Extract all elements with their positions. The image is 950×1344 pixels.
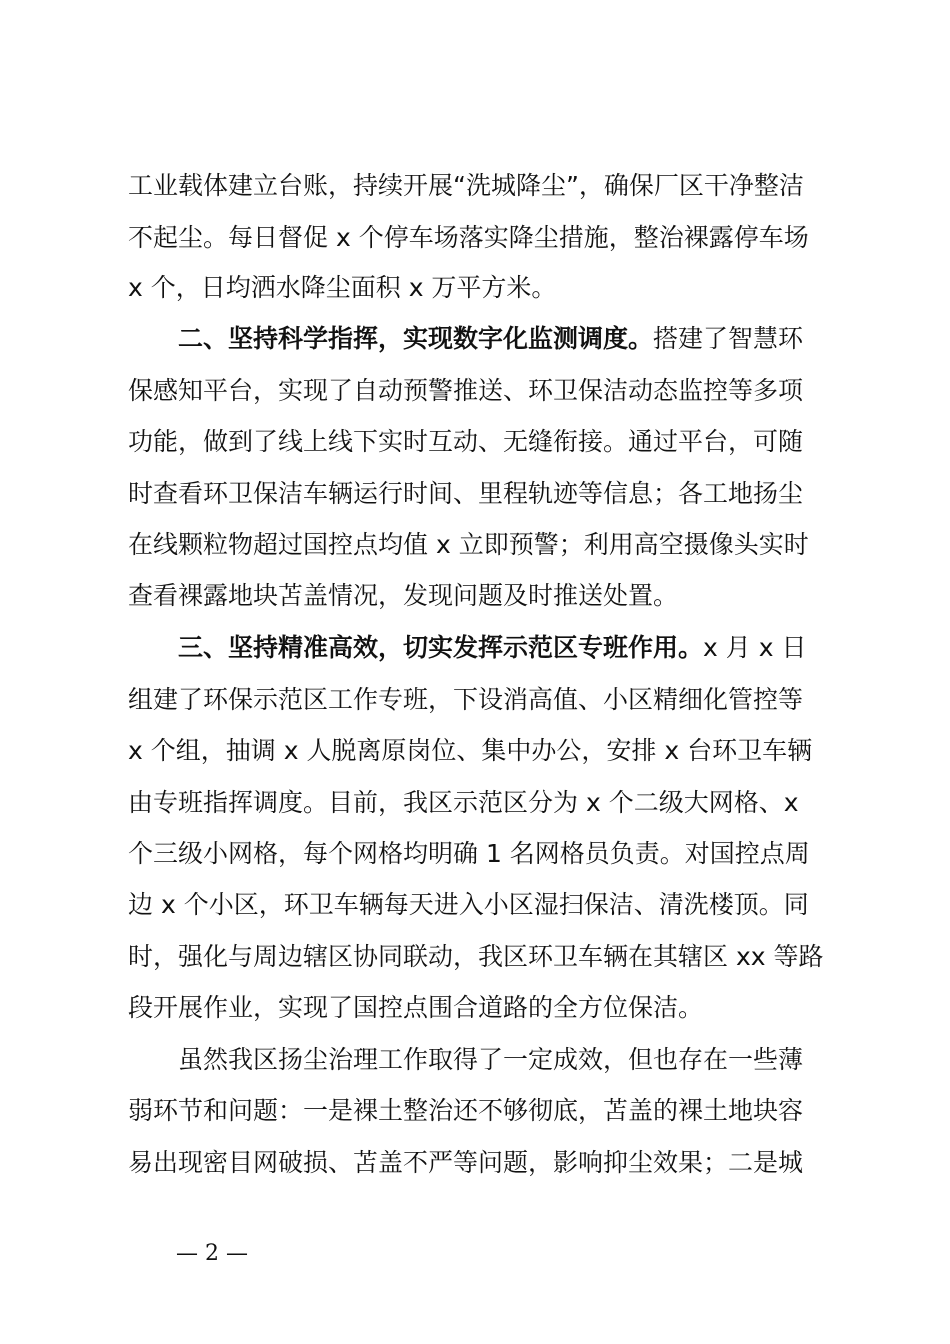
text-line	[128, 323, 848, 355]
text-segment: 易出现密目网破损、苫盖不严等问题，影响抑尘效果；二是城	[128, 1148, 804, 1177]
text-line	[128, 426, 848, 458]
text-segment: 不起尘。每日督促 x 个停车场落实降尘措施，整治裸露停车场	[128, 223, 809, 252]
text-segment: 时查看环卫保洁车辆运行时间、里程轨迹等信息；各工地扬尘	[128, 479, 804, 508]
text-segment: x 个，日均洒水降尘面积 x 万平方米。	[128, 273, 557, 302]
text-segment: 在线颗粒物超过国控点均值 x 立即预警；利用高空摄像头实时	[128, 530, 809, 559]
text-line	[128, 1044, 848, 1076]
text-line	[128, 170, 848, 202]
text-segment: 边 x 个小区，环卫车辆每天进入小区湿扫保洁、清洗楼顶。同	[128, 890, 809, 919]
text-line	[128, 272, 848, 304]
page-number: — 2 —	[176, 1241, 248, 1266]
text-line	[128, 838, 848, 870]
text-line	[128, 1147, 848, 1179]
text-line	[128, 222, 848, 254]
text-segment: 保感知平台，实现了自动预警推送、环卫保洁动态监控等多项	[128, 376, 804, 405]
text-line	[128, 684, 848, 716]
text-segment: 功能，做到了线上线下实时互动、无缝衔接。通过平台，可随	[128, 427, 804, 456]
text-segment: 工业载体建立台账，持续开展“洗城降尘”，确保厂区干净整洁	[128, 171, 804, 200]
text-segment: 搭建了智慧环	[653, 324, 804, 353]
text-line	[128, 632, 848, 664]
text-line	[128, 735, 848, 767]
text-line	[128, 889, 848, 921]
text-segment: 由专班指挥调度。目前，我区示范区分为 x 个二级大网格、x	[128, 788, 799, 817]
text-line	[128, 375, 848, 407]
text-segment: 虽然我区扬尘治理工作取得了一定成效，但也存在一些薄	[128, 1045, 804, 1074]
section-heading: 二、坚持科学指挥，实现数字化监测调度。	[128, 324, 654, 353]
text-line	[128, 580, 848, 612]
text-line	[128, 941, 848, 973]
text-segment: x 月 x 日	[703, 633, 807, 662]
text-segment: x 个组，抽调 x 人脱离原岗位、集中办公，安排 x 台环卫车辆	[128, 736, 813, 765]
text-line	[128, 478, 848, 510]
text-segment: 组建了环保示范区工作专班，下设消高值、小区精细化管控等	[128, 685, 804, 714]
text-segment: 时，强化与周边辖区协同联动，我区环卫车辆在其辖区 xx 等路	[128, 942, 824, 971]
section-heading: 三、坚持精准高效，切实发挥示范区专班作用。	[128, 633, 704, 662]
text-line	[128, 992, 848, 1024]
text-line	[128, 1095, 848, 1127]
text-line	[128, 787, 848, 819]
text-line	[128, 529, 848, 561]
text-segment: 个三级小网格，每个网格均明确 1 名网格员负责。对国控点周	[128, 839, 810, 868]
text-segment: 弱环节和问题：一是裸土整治还不够彻底，苫盖的裸土地块容	[128, 1096, 804, 1125]
text-segment: 段开展作业，实现了国控点围合道路的全方位保洁。	[128, 993, 704, 1022]
text-segment: 查看裸露地块苫盖情况，发现问题及时推送处置。	[128, 581, 679, 610]
